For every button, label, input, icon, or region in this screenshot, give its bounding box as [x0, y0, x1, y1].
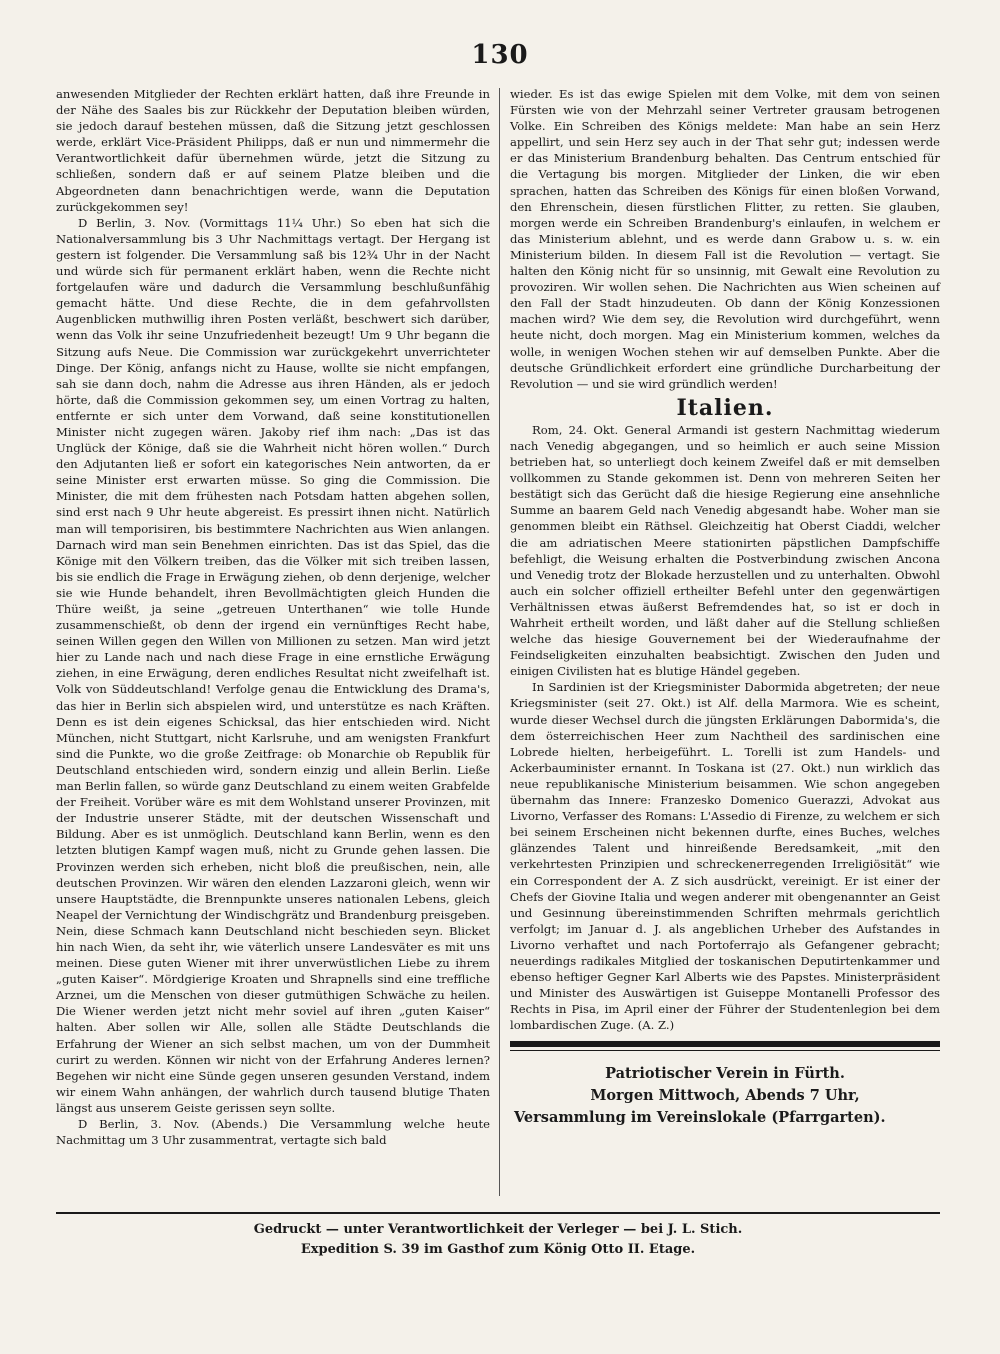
notice-title: Patriotischer Verein in Fürth. — [605, 1065, 845, 1083]
left-paragraph: D Berlin, 3. Nov. (Abends.) Die Versammlung welche heute Nachmittag um 3 Uhr zusammentrat, vertagte sich bald — [56, 1117, 490, 1148]
section-heading: Italien. — [676, 394, 774, 421]
page-number: 130 — [471, 40, 529, 70]
notice-thin-rule — [510, 1050, 940, 1051]
notice-line: Morgen Mittwoch, Abends 7 Uhr, — [590, 1087, 860, 1105]
italien-paragraph: In Sardinien ist der Kriegsminister Dabormida abgetreten; der neue Kriegsminister (seit 27. Okt.) ist Alf. della Marmora. Wie es scheint, wurde dieser Wechsel durch die jüngsten Erklärungen Dabormida's, die dem österreichischen Heer zum Nachtheil des sardinischen eine Lobrede hielten, herbeigeführt. L. Torelli ist zum Handels- und Ackerbauminister ernannt. In Toskana ist (27. Okt.) nun wirklich das neue republikanische Ministerium beisammen. Wie schon angegeben übernahm das Innere: Franzesko Domenico Guerazzi, Advokat aus Livorno, Verfasser des Romans: L'Assedio di Firenze, zu welchem er sich bei seinem Erscheinen nicht bekennen durfte, eines Buches, welches glänzendes Talent und hinreißende Beredsamkeit, „mit den verkehrtesten Prinzipien und schreckenerregenden Irreligiösität“ wie ein Correspondent der A. Z sich ausdrückt, vereinigt. Er ist einer der Chefs der Giovine Italia und wegen anderer mit obengenannter an Geist und Gesinnung übereinstimmenden Schriften mehrmals gerichtlich verfolgt; im Januar d. J. als angeblichen Urheber des Aufstandes in Livorno verhaftet und nach Portoferrajo als Gefangener gebracht; neuerdings radikales Mitglied der toskanischen Deputirtenkammer und ebenso heftiger Gegner Karl Alberts wie des Papstes. Ministerpräsident und Minister des Auswärtigen ist Guiseppe Montanelli Professor des Rechts in Pisa, im April einer der Führer der Studentenlegion bei dem lombardischen Zuge. (A. Z.) — [510, 680, 940, 1033]
italien-paragraph: Rom, 24. Okt. General Armandi ist gestern Nachmittag wiederum nach Venedig abgegangen, und so heimlich er auch seine Mission betrieben hat, so unterliegt doch keinem Zweifel daß er mit demselben vollkommen zu Stande gekommen ist. Denn von mehreren Seiten her bestätigt sich das Gerücht daß die hiesige Regierung eine ansehnliche Summe an baarem Geld nach Venedig abgesandt habe. Woher man sie genommen bleibt ein Räthsel. Gleichzeitig hat Oberst Ciaddi, welcher die am adriatischen Meere stationirten päpstlichen Dampfschiffe befehligt, die Weisung erhalten die Postverbindung zwischen Ancona und Venedig trotz der Blokade herzustellen und zu unterhalten. Obwohl auch ein solcher offiziell ertheilter Befehl unter den gegenwärtigen Verhältnissen etwas äußerst Befremdendes hat, so ist er doch in Wahrheit ertheilt worden, und läßt daher auf die Stellung schließen welche das hiesige Gouvernement bei der Wiederaufnahme der Feindseligkeiten einzuhalten beabsichtigt. Zwischen den Juden und einigen Civilisten hat es blutige Händel gegeben. — [510, 422, 940, 679]
column-divider — [499, 88, 500, 1196]
left-paragraph: anwesenden Mitglieder der Rechten erklärt hatten, daß ihre Freunde in der Nähe des Saales bis zur Rückkehr der Deputation bleiben würden, sie jedoch darauf bestehen müssen, daß die Sitzung jetzt geschlossen werde, erklärt Vice-Präsident Philipps, daß er nun und nimmermehr die Verantwortlichkeit dafür übernehmen würde, jetzt die Sitzung zu schließen, sondern daß er auf seinem Platze bleiben und die Abgeordneten dann benachrichtigen werde, wann die Deputation zurückgekommen sey! — [56, 87, 490, 214]
notice-line: Versammlung im Vereinslokale (Pfarrgarten). — [514, 1109, 886, 1127]
footer-imprint: Gedruckt — unter Verantwortlichkeit der Verleger — bei J. L. Stich. — [253, 1222, 743, 1237]
left-column — [56, 86, 490, 1148]
right-column — [510, 86, 940, 1129]
footer-rule — [56, 1212, 940, 1214]
left-paragraph: D Berlin, 3. Nov. (Vormittags 11¼ Uhr.) So eben hat sich die Nationalversammlung bis 3 Uhr Nachmittags vertagt. Der Hergang ist gestern ist folgender. Die Versammlung saß bis 12¾ Uhr in der Nacht und würde sich für permanent erklärt haben, wenn die Rechte nicht fortgelaufen wäre und dadurch die Versammlung beschlußunfähig gemacht hätte. Und diese Rechte, die in dem gefahrvollsten Augenblicken muthwillig ihren Posten verläßt, beschwert sich darüber, wenn das Volk ihr seine Unzufriedenheit bezeugt! Um 9 Uhr begann die Sitzung aufs Neue. Die Commission war zurückgekehrt unverrichteter Dinge. Der König, anfangs nicht zu Hause, wollte sie nicht empfangen, sah sie dann doch, nahm die Adresse aus ihren Händen, als er jedoch hörte, daß die Commission gekommen sey, um einen Vortrag zu halten, entfernte er sich unter dem Vorwand, daß seine konstitutionellen Minister nicht zugegen wären. Jakoby rief ihm nach: „Das ist das Unglück der Könige, daß sie die Wahrheit nicht hören wollen.“ Durch den Adjutanten ließ er sofort ein kategorisches Nein antworten, da er seine Minister erst erwarten müsse. So ging die Commission. Die Minister, die mit dem frühesten nach Potsdam hatten abgehen sollen, sind erst nach 9 Uhr heute abgereist. Es pressirt ihnen nicht. Natürlich man will temporisiren, bis bestimmtere Nachrichten aus Wien anlangen. Darnach wird man sein Benehmen einrichten. Das ist das Spiel, das die Könige mit den Völkern treiben, das die Völker mit sich treiben lassen, bis sie endlich die Frage in Erwägung ziehen, ob denn derjenige, welcher sie wie Hunde behandelt, ihren Bevollmächtigten gleich Hunden die Thüre weißt, ja seine „getreuen Unterthanen“ wie tolle Hunde zusammenschießt, ob denn der irgend ein vernünftiges Recht habe, seinen Willen gegen den Willen von Millionen zu setzen. Man wird jetzt hier zu Lande nach und nach diese Frage in eine ernstliche Erwägung ziehen, in eine Erwägung, deren endliches Resultat nicht zweifelhaft ist. Volk von Süddeutschland! Verfolge genau die Entwicklung des Drama's, das hier in Berlin sich abspielen wird, und unterstütze es nach Kräften. Denn es ist dein eigenes Schicksal, das hier entschieden wird. Nicht München, nicht Stuttgart, nicht Karlsruhe, und am wenigsten Frankfurt sind die Punkte, wo die große Zeitfrage: ob Monarchie ob Republik für Deutschland entschieden wird, sondern einzig und allein Berlin. Ließe man Berlin fallen, so würde ganz Deutschland zu einem weiten Grabfelde der Freiheit. Vorüber wäre es mit dem Wohlstand unserer Provinzen, mit der Industrie unserer Städte, mit der deutschen Wissenschaft und Bildung. Aber es ist unmöglich. Deutschland kann Berlin, wenn es den letzten blutigen Kampf wagen muß, nicht zu Grunde gehen lassen. Die Provinzen werden sich erheben, nicht bloß die preußischen, nein, alle deutschen Provinzen. Wir wären den elenden Lazzaroni gleich, wenn wir unsere Hauptstädte, die Brennpunkte unseres nationalen Lebens, gleich Neapel der Vernichtung der Windischgrätz und Brandenburg preisgeben. Nein, diese Schmach kann Deutschland nicht beschieden seyn. Blicket hin nach Wien, da seht ihr, wie väterlich unsere Landesväter es mit uns meinen. Diese guten Wiener mit ihrer unverwüstlichen Liebe zu ihrem „guten Kaiser“. Mördgierige Kroaten und Shrapnells sind eine treffliche Arznei, um die Menschen von dieser gutmüthigen Schwäche zu heilen. Die Wiener werden jetzt nicht mehr soviel auf ihren „guten Kaiser“ halten. Aber sollen wir Alle, sollen alle Städte Deutschlands die Erfahrung der Wiener an sich selbst machen, um von der Dummheit curirt zu werden. Können wir nicht von der Erfahrung Anderes lernen? Begehen wir nicht eine Sünde gegen unseren gesunden Verstand, indem wir einem Wahn anhängen, der wahrlich durch tausend blutige Thaten längst aus unserem Geiste gerissen seyn sollte. — [56, 215, 490, 1115]
notice-block — [510, 1063, 940, 1129]
notice-thick-rule — [510, 1041, 940, 1047]
right-paragraph: wieder. Es ist das ewige Spielen mit dem Volke, mit dem von seinen Fürsten wie von der Mehrzahl seiner Vertreter grausam betrogenen Volke. Ein Schreiben des Königs meldete: Man habe an sein Herz appellirt, und sein Herz sey auch in der That sehr gut; indessen werde er das Ministerium Brandenburg behalten. Das Centrum entschied für die Vertagung bis morgen. Mitglieder der Linken, die wir eben sprachen, hatten das Schreiben des Königs für einen bloßen Vorwand, den Ehrenschein, diesen fürstlichen Flitter, zu retten. Sie glauben, morgen werde ein Schreiben Brandenburg's einlaufen, in welchem er das Ministerium ablehnt, und es werde dann Grabow u. s. w. ein Ministerium bilden. In diesem Fall ist die Revolution — vertagt. Sie halten den König nicht für so unsinnig, mit Gewalt eine Revolution zu provoziren. Wir wollen sehen. Die Nachrichten aus Wien scheinen auf den Fall der Stadt hinzudeuten. Ob dann der König Konzessionen machen wird? Wie dem sey, die Revolution wird durchgeführt, wenn heute nicht, doch morgen. Mag ein Ministerium kommen, welches da wolle, in wenigen Wochen stehen wir auf demselben Punkte. Aber die deutsche Gründlichkeit erfordert eine gründliche Durcharbeitung der Revolution — und sie wird gründlich werden! — [510, 87, 940, 391]
footer-expedition: Expedition S. 39 im Gasthof zum König Otto II. Etage. — [300, 1242, 696, 1257]
